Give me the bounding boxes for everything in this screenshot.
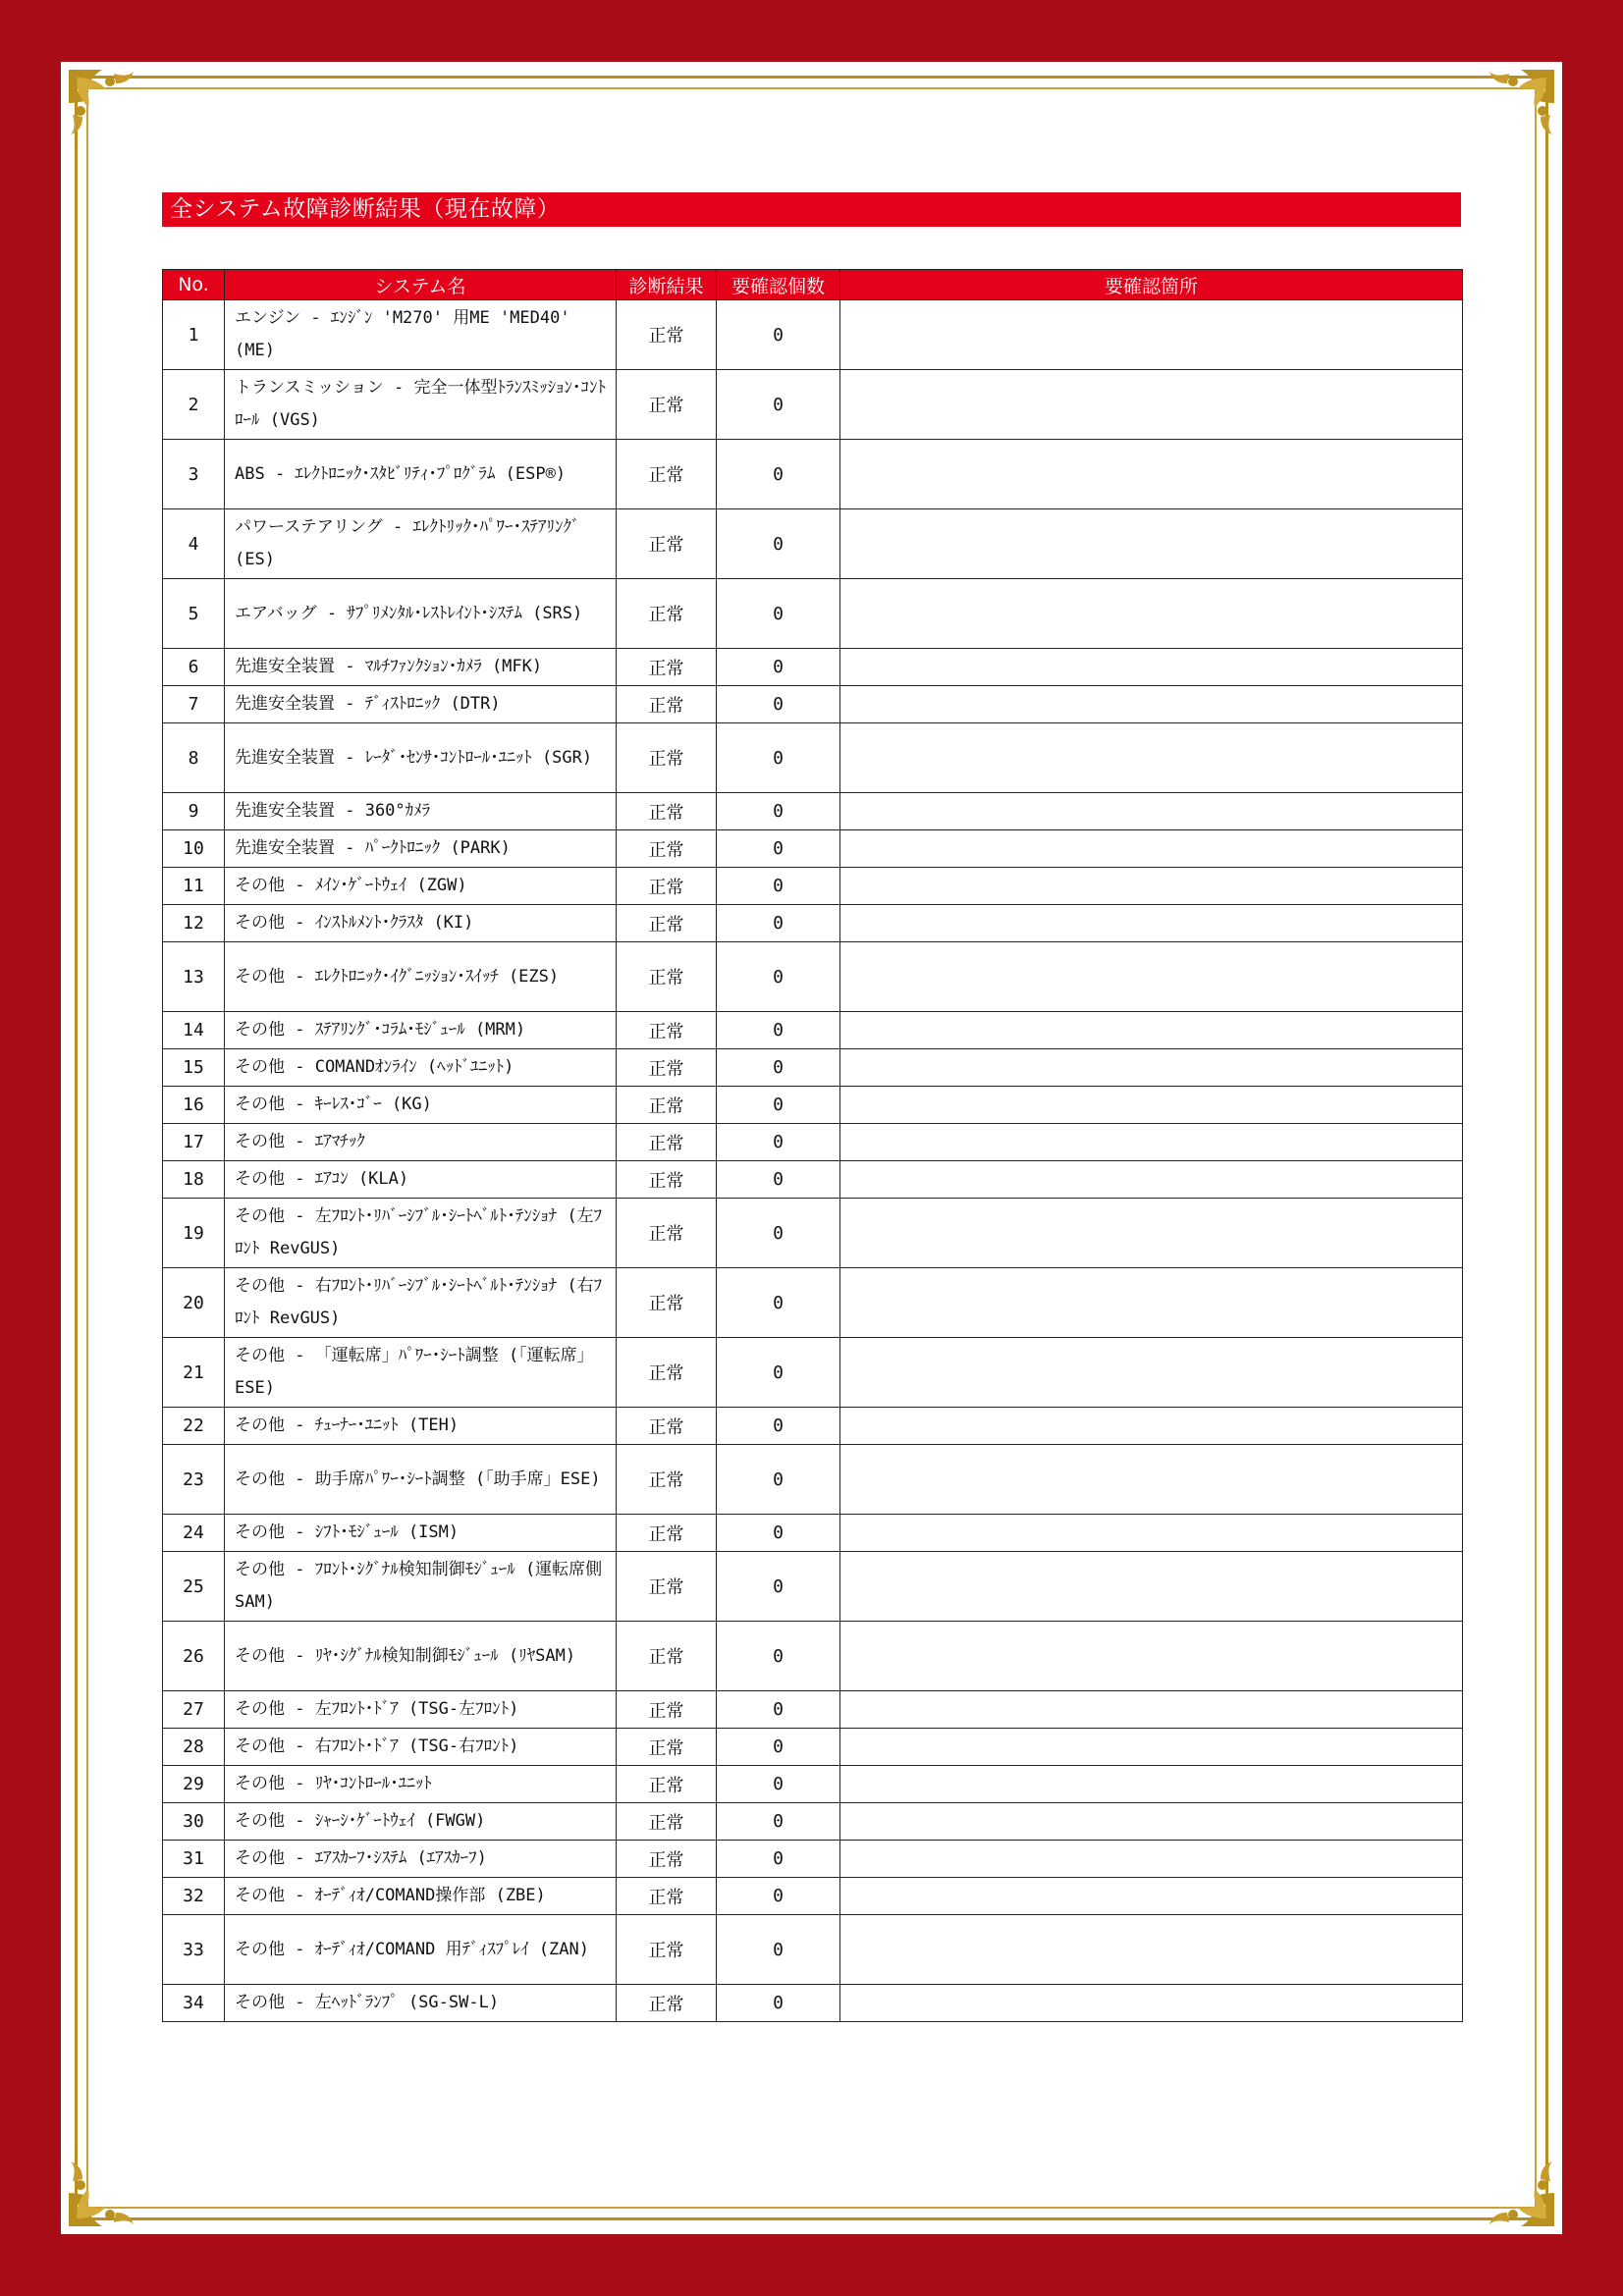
row-result: 正常 <box>617 1766 717 1803</box>
row-location <box>840 1841 1463 1878</box>
row-system-name: エアバッグ - ｻﾌﾟﾘﾒﾝﾀﾙ･ﾚｽﾄﾚｲﾝﾄ･ｼｽﾃﾑ (SRS) <box>225 579 617 649</box>
table-row <box>163 723 1463 793</box>
row-count: 0 <box>717 1915 840 1985</box>
row-system-name: トランスミッション - 完全一体型ﾄﾗﾝｽﾐｯｼｮﾝ･ｺﾝﾄﾛｰﾙ (VGS) <box>225 370 617 440</box>
row-result: 正常 <box>617 1199 717 1268</box>
row-count: 0 <box>717 1729 840 1766</box>
row-location <box>840 1622 1463 1691</box>
row-number: 9 <box>163 793 225 830</box>
table-row <box>163 1049 1463 1087</box>
table-row <box>163 300 1463 370</box>
row-count: 0 <box>717 1622 840 1691</box>
row-number: 27 <box>163 1691 225 1729</box>
row-system-name: 先進安全装置 - ﾊﾟｰｸﾄﾛﾆｯｸ (PARK) <box>225 830 617 868</box>
table-row <box>163 942 1463 1012</box>
table-row <box>163 1803 1463 1841</box>
row-result: 正常 <box>617 1268 717 1338</box>
row-result: 正常 <box>617 1408 717 1445</box>
row-number: 17 <box>163 1124 225 1161</box>
row-count: 0 <box>717 942 840 1012</box>
header-location: 要確認箇所 <box>840 270 1463 300</box>
row-number: 11 <box>163 868 225 905</box>
row-location <box>840 1515 1463 1552</box>
row-location <box>840 1445 1463 1515</box>
row-count: 0 <box>717 1445 840 1515</box>
table-row <box>163 649 1463 686</box>
report-title: 全システム故障診断結果（現在故障） <box>162 192 1461 227</box>
row-system-name: パワーステアリング - ｴﾚｸﾄﾘｯｸ･ﾊﾟﾜｰ･ｽﾃｱﾘﾝｸﾞ (ES) <box>225 509 617 579</box>
table-row <box>163 1915 1463 1985</box>
row-location <box>840 370 1463 440</box>
row-count: 0 <box>717 1199 840 1268</box>
row-location <box>840 509 1463 579</box>
row-system-name: 先進安全装置 - 360°ｶﾒﾗ <box>225 793 617 830</box>
row-number: 25 <box>163 1552 225 1622</box>
row-result: 正常 <box>617 579 717 649</box>
row-count: 0 <box>717 1338 840 1408</box>
table-row <box>163 1124 1463 1161</box>
row-number: 33 <box>163 1915 225 1985</box>
row-count: 0 <box>717 649 840 686</box>
table-row <box>163 1161 1463 1199</box>
corner-ornament-icon <box>63 2142 153 2232</box>
header-result: 診断結果 <box>617 270 717 300</box>
row-number: 20 <box>163 1268 225 1338</box>
row-location <box>840 1878 1463 1915</box>
row-result: 正常 <box>617 868 717 905</box>
table-row <box>163 370 1463 440</box>
row-count: 0 <box>717 1012 840 1049</box>
row-location <box>840 1803 1463 1841</box>
row-number: 18 <box>163 1161 225 1199</box>
row-system-name: その他 - 左ﾍｯﾄﾞﾗﾝﾌﾟ (SG-SW-L) <box>225 1985 617 2022</box>
table-row <box>163 1408 1463 1445</box>
row-result: 正常 <box>617 942 717 1012</box>
row-result: 正常 <box>617 1012 717 1049</box>
row-number: 3 <box>163 440 225 509</box>
row-count: 0 <box>717 440 840 509</box>
row-location <box>840 1124 1463 1161</box>
row-location <box>840 1729 1463 1766</box>
row-system-name: その他 - ｴﾚｸﾄﾛﾆｯｸ･ｲｸﾞﾆｯｼｮﾝ･ｽｲｯﾁ (EZS) <box>225 942 617 1012</box>
row-number: 19 <box>163 1199 225 1268</box>
row-result: 正常 <box>617 1915 717 1985</box>
row-count: 0 <box>717 686 840 723</box>
row-count: 0 <box>717 509 840 579</box>
row-count: 0 <box>717 300 840 370</box>
row-count: 0 <box>717 1515 840 1552</box>
table-row <box>163 1087 1463 1124</box>
row-result: 正常 <box>617 1878 717 1915</box>
row-location <box>840 1087 1463 1124</box>
row-system-name: 先進安全装置 - ﾚｰﾀﾞ･ｾﾝｻ･ｺﾝﾄﾛｰﾙ･ﾕﾆｯﾄ (SGR) <box>225 723 617 793</box>
row-count: 0 <box>717 1803 840 1841</box>
row-result: 正常 <box>617 370 717 440</box>
table-row <box>163 686 1463 723</box>
row-count: 0 <box>717 1841 840 1878</box>
row-number: 32 <box>163 1878 225 1915</box>
row-system-name: その他 - ﾘﾔ･ｼｸﾞﾅﾙ検知制御ﾓｼﾞｭｰﾙ (ﾘﾔSAM) <box>225 1622 617 1691</box>
corner-ornament-icon <box>1470 2142 1560 2232</box>
row-location <box>840 579 1463 649</box>
table-row <box>163 1985 1463 2022</box>
row-number: 22 <box>163 1408 225 1445</box>
row-location <box>840 830 1463 868</box>
row-system-name: エンジン - ｴﾝｼﾞﾝ 'M270' 用ME 'MED40' (ME) <box>225 300 617 370</box>
row-count: 0 <box>717 1691 840 1729</box>
row-number: 28 <box>163 1729 225 1766</box>
row-result: 正常 <box>617 1338 717 1408</box>
row-result: 正常 <box>617 723 717 793</box>
row-result: 正常 <box>617 1049 717 1087</box>
row-system-name: その他 - 左ﾌﾛﾝﾄ･ﾄﾞｱ (TSG-左ﾌﾛﾝﾄ) <box>225 1691 617 1729</box>
row-system-name: その他 - ｼｬｰｼ･ｹﾞｰﾄｳｪｲ (FWGW) <box>225 1803 617 1841</box>
table-row <box>163 1691 1463 1729</box>
table-row <box>163 1766 1463 1803</box>
row-result: 正常 <box>617 1691 717 1729</box>
row-result: 正常 <box>617 1841 717 1878</box>
row-location <box>840 1766 1463 1803</box>
row-location <box>840 1691 1463 1729</box>
row-system-name: その他 - ｴｱｺﾝ (KLA) <box>225 1161 617 1199</box>
table-row <box>163 868 1463 905</box>
row-system-name: その他 - ｴｱﾏﾁｯｸ <box>225 1124 617 1161</box>
row-number: 23 <box>163 1445 225 1515</box>
header-count: 要確認個数 <box>717 270 840 300</box>
row-count: 0 <box>717 1268 840 1338</box>
row-number: 21 <box>163 1338 225 1408</box>
row-system-name: 先進安全装置 - ﾃﾞｨｽﾄﾛﾆｯｸ (DTR) <box>225 686 617 723</box>
row-number: 1 <box>163 300 225 370</box>
row-location <box>840 1915 1463 1985</box>
row-location <box>840 1408 1463 1445</box>
table-row <box>163 905 1463 942</box>
row-number: 7 <box>163 686 225 723</box>
row-location <box>840 905 1463 942</box>
row-system-name: その他 - ﾌﾛﾝﾄ･ｼｸﾞﾅﾙ検知制御ﾓｼﾞｭｰﾙ (運転席側SAM) <box>225 1552 617 1622</box>
row-number: 26 <box>163 1622 225 1691</box>
row-count: 0 <box>717 723 840 793</box>
row-count: 0 <box>717 1124 840 1161</box>
row-system-name: その他 - COMANDｵﾝﾗｲﾝ (ﾍｯﾄﾞﾕﾆｯﾄ) <box>225 1049 617 1087</box>
row-location <box>840 1199 1463 1268</box>
row-number: 4 <box>163 509 225 579</box>
table-row <box>163 1841 1463 1878</box>
row-number: 6 <box>163 649 225 686</box>
table-row <box>163 1729 1463 1766</box>
row-number: 14 <box>163 1012 225 1049</box>
row-system-name: ABS - ｴﾚｸﾄﾛﾆｯｸ･ｽﾀﾋﾞﾘﾃｨ･ﾌﾟﾛｸﾞﾗﾑ (ESP®) <box>225 440 617 509</box>
row-result: 正常 <box>617 905 717 942</box>
row-count: 0 <box>717 1878 840 1915</box>
table-header-row <box>163 270 1463 300</box>
row-location <box>840 942 1463 1012</box>
row-result: 正常 <box>617 686 717 723</box>
table-row <box>163 830 1463 868</box>
row-result: 正常 <box>617 649 717 686</box>
row-count: 0 <box>717 1552 840 1622</box>
row-location <box>840 649 1463 686</box>
diagnosis-table <box>162 269 1463 2022</box>
row-system-name: 先進安全装置 - ﾏﾙﾁﾌｧﾝｸｼｮﾝ･ｶﾒﾗ (MFK) <box>225 649 617 686</box>
row-count: 0 <box>717 905 840 942</box>
row-result: 正常 <box>617 1515 717 1552</box>
row-count: 0 <box>717 1049 840 1087</box>
row-location <box>840 1985 1463 2022</box>
row-number: 31 <box>163 1841 225 1878</box>
row-result: 正常 <box>617 1445 717 1515</box>
row-system-name: その他 - ﾒｲﾝ･ｹﾞｰﾄｳｪｲ (ZGW) <box>225 868 617 905</box>
row-result: 正常 <box>617 830 717 868</box>
row-number: 34 <box>163 1985 225 2022</box>
row-number: 5 <box>163 579 225 649</box>
row-number: 13 <box>163 942 225 1012</box>
table-row <box>163 1552 1463 1622</box>
row-result: 正常 <box>617 1124 717 1161</box>
row-number: 16 <box>163 1087 225 1124</box>
row-count: 0 <box>717 370 840 440</box>
row-system-name: その他 - 「運転席」ﾊﾟﾜｰ･ｼｰﾄ調整 (「運転席」ESE) <box>225 1338 617 1408</box>
row-number: 24 <box>163 1515 225 1552</box>
header-no: No. <box>163 270 225 300</box>
table-row <box>163 1338 1463 1408</box>
header-system-name: システム名 <box>225 270 617 300</box>
row-location <box>840 1552 1463 1622</box>
row-number: 8 <box>163 723 225 793</box>
row-location <box>840 1338 1463 1408</box>
row-system-name: その他 - ｽﾃｱﾘﾝｸﾞ･ｺﾗﾑ･ﾓｼﾞｭｰﾙ (MRM) <box>225 1012 617 1049</box>
row-location <box>840 440 1463 509</box>
table-row <box>163 579 1463 649</box>
row-number: 12 <box>163 905 225 942</box>
table-row <box>163 1622 1463 1691</box>
row-system-name: その他 - ｵｰﾃﾞｨｵ/COMAND操作部 (ZBE) <box>225 1878 617 1915</box>
row-result: 正常 <box>617 1729 717 1766</box>
row-system-name: その他 - ｵｰﾃﾞｨｵ/COMAND 用ﾃﾞｨｽﾌﾟﾚｲ (ZAN) <box>225 1915 617 1985</box>
table-row <box>163 1199 1463 1268</box>
table-row <box>163 1445 1463 1515</box>
row-count: 0 <box>717 1408 840 1445</box>
report-page <box>61 62 1562 2234</box>
row-result: 正常 <box>617 300 717 370</box>
row-result: 正常 <box>617 1803 717 1841</box>
row-location <box>840 723 1463 793</box>
row-count: 0 <box>717 793 840 830</box>
row-system-name: その他 - ｼﾌﾄ･ﾓｼﾞｭｰﾙ (ISM) <box>225 1515 617 1552</box>
corner-ornament-icon <box>1470 64 1560 154</box>
row-number: 15 <box>163 1049 225 1087</box>
row-location <box>840 1161 1463 1199</box>
row-result: 正常 <box>617 509 717 579</box>
row-count: 0 <box>717 1087 840 1124</box>
row-number: 10 <box>163 830 225 868</box>
row-number: 2 <box>163 370 225 440</box>
row-result: 正常 <box>617 793 717 830</box>
row-location <box>840 793 1463 830</box>
row-system-name: その他 - 左ﾌﾛﾝﾄ･ﾘﾊﾞｰｼﾌﾞﾙ･ｼｰﾄﾍﾞﾙﾄ･ﾃﾝｼｮﾅ (左ﾌﾛﾝﾄ RevGUS) <box>225 1199 617 1268</box>
row-location <box>840 868 1463 905</box>
row-system-name: その他 - 右ﾌﾛﾝﾄ･ﾘﾊﾞｰｼﾌﾞﾙ･ｼｰﾄﾍﾞﾙﾄ･ﾃﾝｼｮﾅ (右ﾌﾛﾝﾄ RevGUS) <box>225 1268 617 1338</box>
corner-ornament-icon <box>63 64 153 154</box>
row-system-name: その他 - 助手席ﾊﾟﾜｰ･ｼｰﾄ調整 (「助手席」ESE) <box>225 1445 617 1515</box>
row-result: 正常 <box>617 1087 717 1124</box>
row-number: 29 <box>163 1766 225 1803</box>
row-system-name: その他 - ｷｰﾚｽ･ｺﾞｰ (KG) <box>225 1087 617 1124</box>
row-system-name: その他 - ﾁｭｰﾅｰ･ﾕﾆｯﾄ (TEH) <box>225 1408 617 1445</box>
row-count: 0 <box>717 1766 840 1803</box>
row-count: 0 <box>717 1985 840 2022</box>
row-result: 正常 <box>617 1985 717 2022</box>
table-row <box>163 1012 1463 1049</box>
row-result: 正常 <box>617 440 717 509</box>
row-location <box>840 1268 1463 1338</box>
row-count: 0 <box>717 1161 840 1199</box>
table-row <box>163 1268 1463 1338</box>
row-number: 30 <box>163 1803 225 1841</box>
row-location <box>840 1012 1463 1049</box>
row-location <box>840 1049 1463 1087</box>
row-count: 0 <box>717 830 840 868</box>
row-result: 正常 <box>617 1622 717 1691</box>
table-row <box>163 440 1463 509</box>
row-system-name: その他 - 右ﾌﾛﾝﾄ･ﾄﾞｱ (TSG-右ﾌﾛﾝﾄ) <box>225 1729 617 1766</box>
row-result: 正常 <box>617 1552 717 1622</box>
table-row <box>163 509 1463 579</box>
row-system-name: その他 - ｲﾝｽﾄﾙﾒﾝﾄ･ｸﾗｽﾀ (KI) <box>225 905 617 942</box>
table-row <box>163 793 1463 830</box>
table-row <box>163 1878 1463 1915</box>
row-count: 0 <box>717 579 840 649</box>
row-system-name: その他 - ｴｱｽｶｰﾌ･ｼｽﾃﾑ (ｴｱｽｶｰﾌ) <box>225 1841 617 1878</box>
table-row <box>163 1515 1463 1552</box>
row-system-name: その他 - ﾘﾔ･ｺﾝﾄﾛｰﾙ･ﾕﾆｯﾄ <box>225 1766 617 1803</box>
row-result: 正常 <box>617 1161 717 1199</box>
row-count: 0 <box>717 868 840 905</box>
row-location <box>840 686 1463 723</box>
row-location <box>840 300 1463 370</box>
